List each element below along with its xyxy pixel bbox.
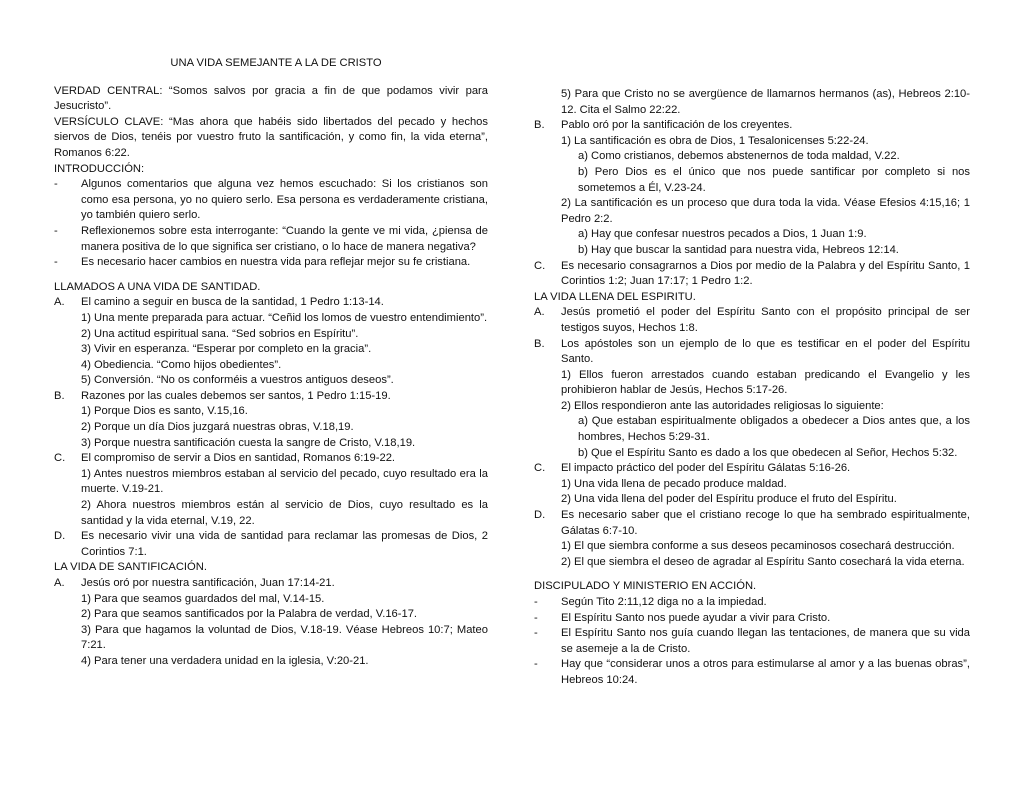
sub-item: 5) Conversión. “No os conforméis a vuestros antiguos deseos”. (81, 374, 394, 387)
sub-item: 3) Para que hagamos la voluntad de Dios, V.18-19. Véase Hebreos 10:7; Mateo 7:21. (81, 623, 488, 652)
bullet-dash: - (54, 224, 58, 237)
outline-marker: D. (54, 530, 66, 543)
discipulado-item (534, 611, 970, 627)
sub-item: 4) Para tener una verdadera unidad en la iglesia, V:20-21. (81, 654, 369, 667)
right-column (534, 87, 970, 689)
outline-text: El compromiso de servir a Dios en santidad, Romanos 6:19-22. (81, 452, 396, 465)
intro-item (54, 177, 488, 224)
outline-text: Razones por las cuales debemos ser santos, 1 Pedro 1:15-19. (81, 389, 391, 402)
sub-item: 2) Ellos respondieron ante las autoridades religiosas lo siguiente: (561, 399, 884, 412)
sub-item: 3) Porque nuestra santificación cuesta la sangre de Cristo, V.18,19. (81, 436, 416, 449)
discipulado-item-text: El Espíritu Santo nos guía cuando llegan las tentaciones, de manera que su vida se asemeje a la de Cristo. (561, 627, 970, 655)
sub-item: 2) Para que seamos santificados por la Palabra de verdad, V.16-17. (81, 608, 418, 621)
discipulado-item-text: El Espíritu Santo nos puede ayudar a vivir para Cristo. (561, 611, 831, 624)
discipulado-item (534, 657, 970, 688)
left-column (54, 56, 488, 670)
section-heading-santificacion: LA VIDA DE SANTIFICACIÓN. (54, 561, 207, 574)
bullet-dash: - (54, 256, 58, 269)
outline-marker: C. (54, 452, 66, 465)
sub-item: 3) Vivir en esperanza. “Esperar por completo en la gracia”. (81, 343, 372, 356)
discipulado-item (534, 626, 970, 657)
sub-item: 2) Una vida llena del poder del Espíritu produce el fruto del Espíritu. (561, 493, 897, 506)
discipulado-item (534, 595, 970, 611)
sub-item: 4) Obediencia. “Como hijos obedientes”. (81, 358, 282, 371)
intro-item (54, 224, 488, 255)
discipulado-item-text: Hay que “considerar unos a otros para estimularse al amor y a las buenas obras”, Hebreos 10:24. (561, 658, 970, 686)
outline-text: Es necesario consagrarnos a Dios por medio de la Palabra y del Espíritu Santo, 1 Corintios 1:2; Juan 17:17; 1 Pedro 1:2. (561, 259, 970, 288)
page-title: UNA VIDA SEMEJANTE A LA DE CRISTO (170, 57, 382, 69)
sub-item: 1) La santificación es obra de Dios, 1 Tesalonicenses 5:22-24. (561, 134, 869, 147)
outline-item-b (534, 337, 970, 368)
bullet-dash: - (534, 627, 538, 640)
sub-item: 1) Porque Dios es santo, V.15,16. (81, 405, 248, 418)
outline-text: Es necesario vivir una vida de santidad para reclamar las promesas de Dios, 2 Corintios 7:1. (81, 530, 488, 558)
intro-item-text: Reflexionemos sobre esta interrogante: “Cuando la gente ve mi vida, ¿piensa de manera positiva de lo que significa ser cristiano, o lo hace de manera negativa? (81, 224, 488, 253)
sub-item: 1) Una mente preparada para actuar. “Ceñid los lomos de vuestro entendimiento”. (81, 311, 488, 324)
intro-item-text: Algunos comentarios que alguna vez hemos escuchado: Si los cristianos son como esa persona, yo no quiero serlo. Esa persona es verdaderamente cristiana, yo también quiero serlo. (81, 178, 488, 222)
sub-item: 2) El que siembra el deseo de agradar al Espíritu Santo cosechará la vida eterna. (561, 555, 965, 568)
outline-text: Es necesario saber que el cristiano recoge lo que ha sembrado espiritualmente, Gálatas 6:7-10. (561, 509, 970, 537)
outline-marker: A. (534, 306, 545, 319)
outline-item-a (534, 305, 970, 336)
bullet-dash: - (534, 611, 538, 624)
section-heading-espiritu: LA VIDA LLENA DEL ESPIRITU. (534, 290, 696, 303)
outline-marker: A. (54, 577, 65, 589)
section-heading-llamados: LLAMADOS A UNA VIDA DE SANTIDAD. (54, 280, 261, 293)
outline-marker: C. (534, 462, 546, 475)
outline-marker: B. (534, 119, 545, 132)
outline-item-c (54, 451, 488, 467)
outline-marker: C. (534, 259, 546, 272)
discipulado-item-text: Según Tito 2:11,12 diga no a la impiedad. (561, 596, 767, 608)
outline-item-b (54, 389, 488, 405)
sub-sub-item: a) Como cristianos, debemos abstenernos de toda maldad, V.22. (578, 150, 900, 163)
outline-text: El camino a seguir en busca de la santidad, 1 Pedro 1:13-14. (81, 296, 384, 309)
outline-marker: D. (534, 509, 546, 522)
sub-item: 1) Ellos fueron arrestados cuando estaban predicando el Evangelio y les prohibieron hablar de Jesús, Hechos 5:17-26. (561, 368, 970, 397)
outline-item-a (54, 295, 488, 311)
sub-sub-item: b) Hay que buscar la santidad para nuestra vida, Hebreos 12:14. (578, 243, 899, 256)
outline-marker: B. (534, 337, 545, 350)
sub-sub-item: a) Hay que confesar nuestros pecados a Dios, 1 Juan 1:9. (578, 228, 867, 241)
section-heading-discipulado: DISCIPULADO Y MINISTERIO EN ACCIÓN. (534, 580, 757, 593)
outline-item-b (534, 118, 970, 134)
outline-text: El impacto práctico del poder del Espíritu Gálatas 5:16-26. (561, 462, 851, 475)
outline-item-a (54, 576, 488, 592)
sub-item: 1) Una vida llena de pecado produce maldad. (561, 477, 787, 490)
versiculo-clave: VERSÍCULO CLAVE: “Mas ahora que habéis sido libertados del pecado y hechos siervos de Dios, tenéis por vuestro fruto la santificación, y como fin, la vida eterna”, Romanos 6:22. (54, 115, 488, 159)
sub-item: 1) Para que seamos guardados del mal, V.14-15. (81, 592, 325, 605)
outline-marker: B. (54, 389, 65, 402)
sub-sub-item: a) Que estaban espiritualmente obligados a obedecer a Dios antes que, a los hombres, Hechos 5:29-31. (578, 415, 970, 444)
sub-item: 5) Para que Cristo no se avergüence de llamarnos hermanos (as), Hebreos 2:10-12. Cita el Salmo 22:22. (561, 88, 970, 116)
sub-item: 2) Una actitud espiritual sana. “Sed sobrios en Espíritu”. (81, 327, 359, 340)
sub-item: 1) Antes nuestros miembros estaban al servicio del pecado, cuyo resultado era la muerte. V.19-21. (81, 467, 488, 496)
outline-text: Jesús prometió el poder del Espíritu Santo con el propósito principal de ser testigos suyos, Hechos 1:8. (561, 306, 970, 334)
outline-text: Jesús oró por nuestra santificación, Juan 17:14-21. (81, 577, 335, 589)
outline-item-d (534, 508, 970, 539)
sub-item: 1) El que siembra conforme a sus deseos pecaminosos cosechará destrucción. (561, 540, 955, 553)
bullet-dash: - (54, 178, 58, 191)
outline-item-c (534, 461, 970, 477)
outline-text: Pablo oró por la santificación de los creyentes. (561, 119, 793, 132)
intro-item-text: Es necesario hacer cambios en nuestra vida para reflejar mejor su fe cristiana. (81, 256, 471, 269)
outline-marker: A. (54, 296, 65, 309)
sub-item: 2) La santificación es un proceso que dura toda la vida. Véase Efesios 4:15,16; 1 Pedro 2:2. (561, 197, 970, 225)
bullet-dash: - (534, 596, 538, 608)
intro-item (54, 255, 488, 271)
sub-item: 2) Porque un día Dios juzgará nuestras obras, V.18,19. (81, 421, 354, 434)
bullet-dash: - (534, 658, 538, 671)
outline-item-c (534, 259, 970, 290)
outline-text: Los apóstoles son un ejemplo de lo que es testificar en el poder del Espíritu Santo. (561, 337, 970, 366)
outline-item-d (54, 529, 488, 560)
sub-item: 2) Ahora nuestros miembros están al servicio de Dios, cuyo resultado es la santidad y la vida eternal, V.19, 22. (81, 499, 488, 527)
sub-sub-item: b) Que el Espíritu Santo es dado a los que obedecen al Señor, Hechos 5:32. (578, 446, 958, 459)
intro-heading: INTRODUCCIÓN: (54, 162, 145, 175)
sub-sub-item: b) Pero Dios es el único que nos puede santificar por completo si nos sometemos a Él, V.23-24. (578, 165, 970, 194)
verdad-central: VERDAD CENTRAL: “Somos salvos por gracia a fin de que podamos vivir para Jesucristo”. (54, 84, 488, 113)
